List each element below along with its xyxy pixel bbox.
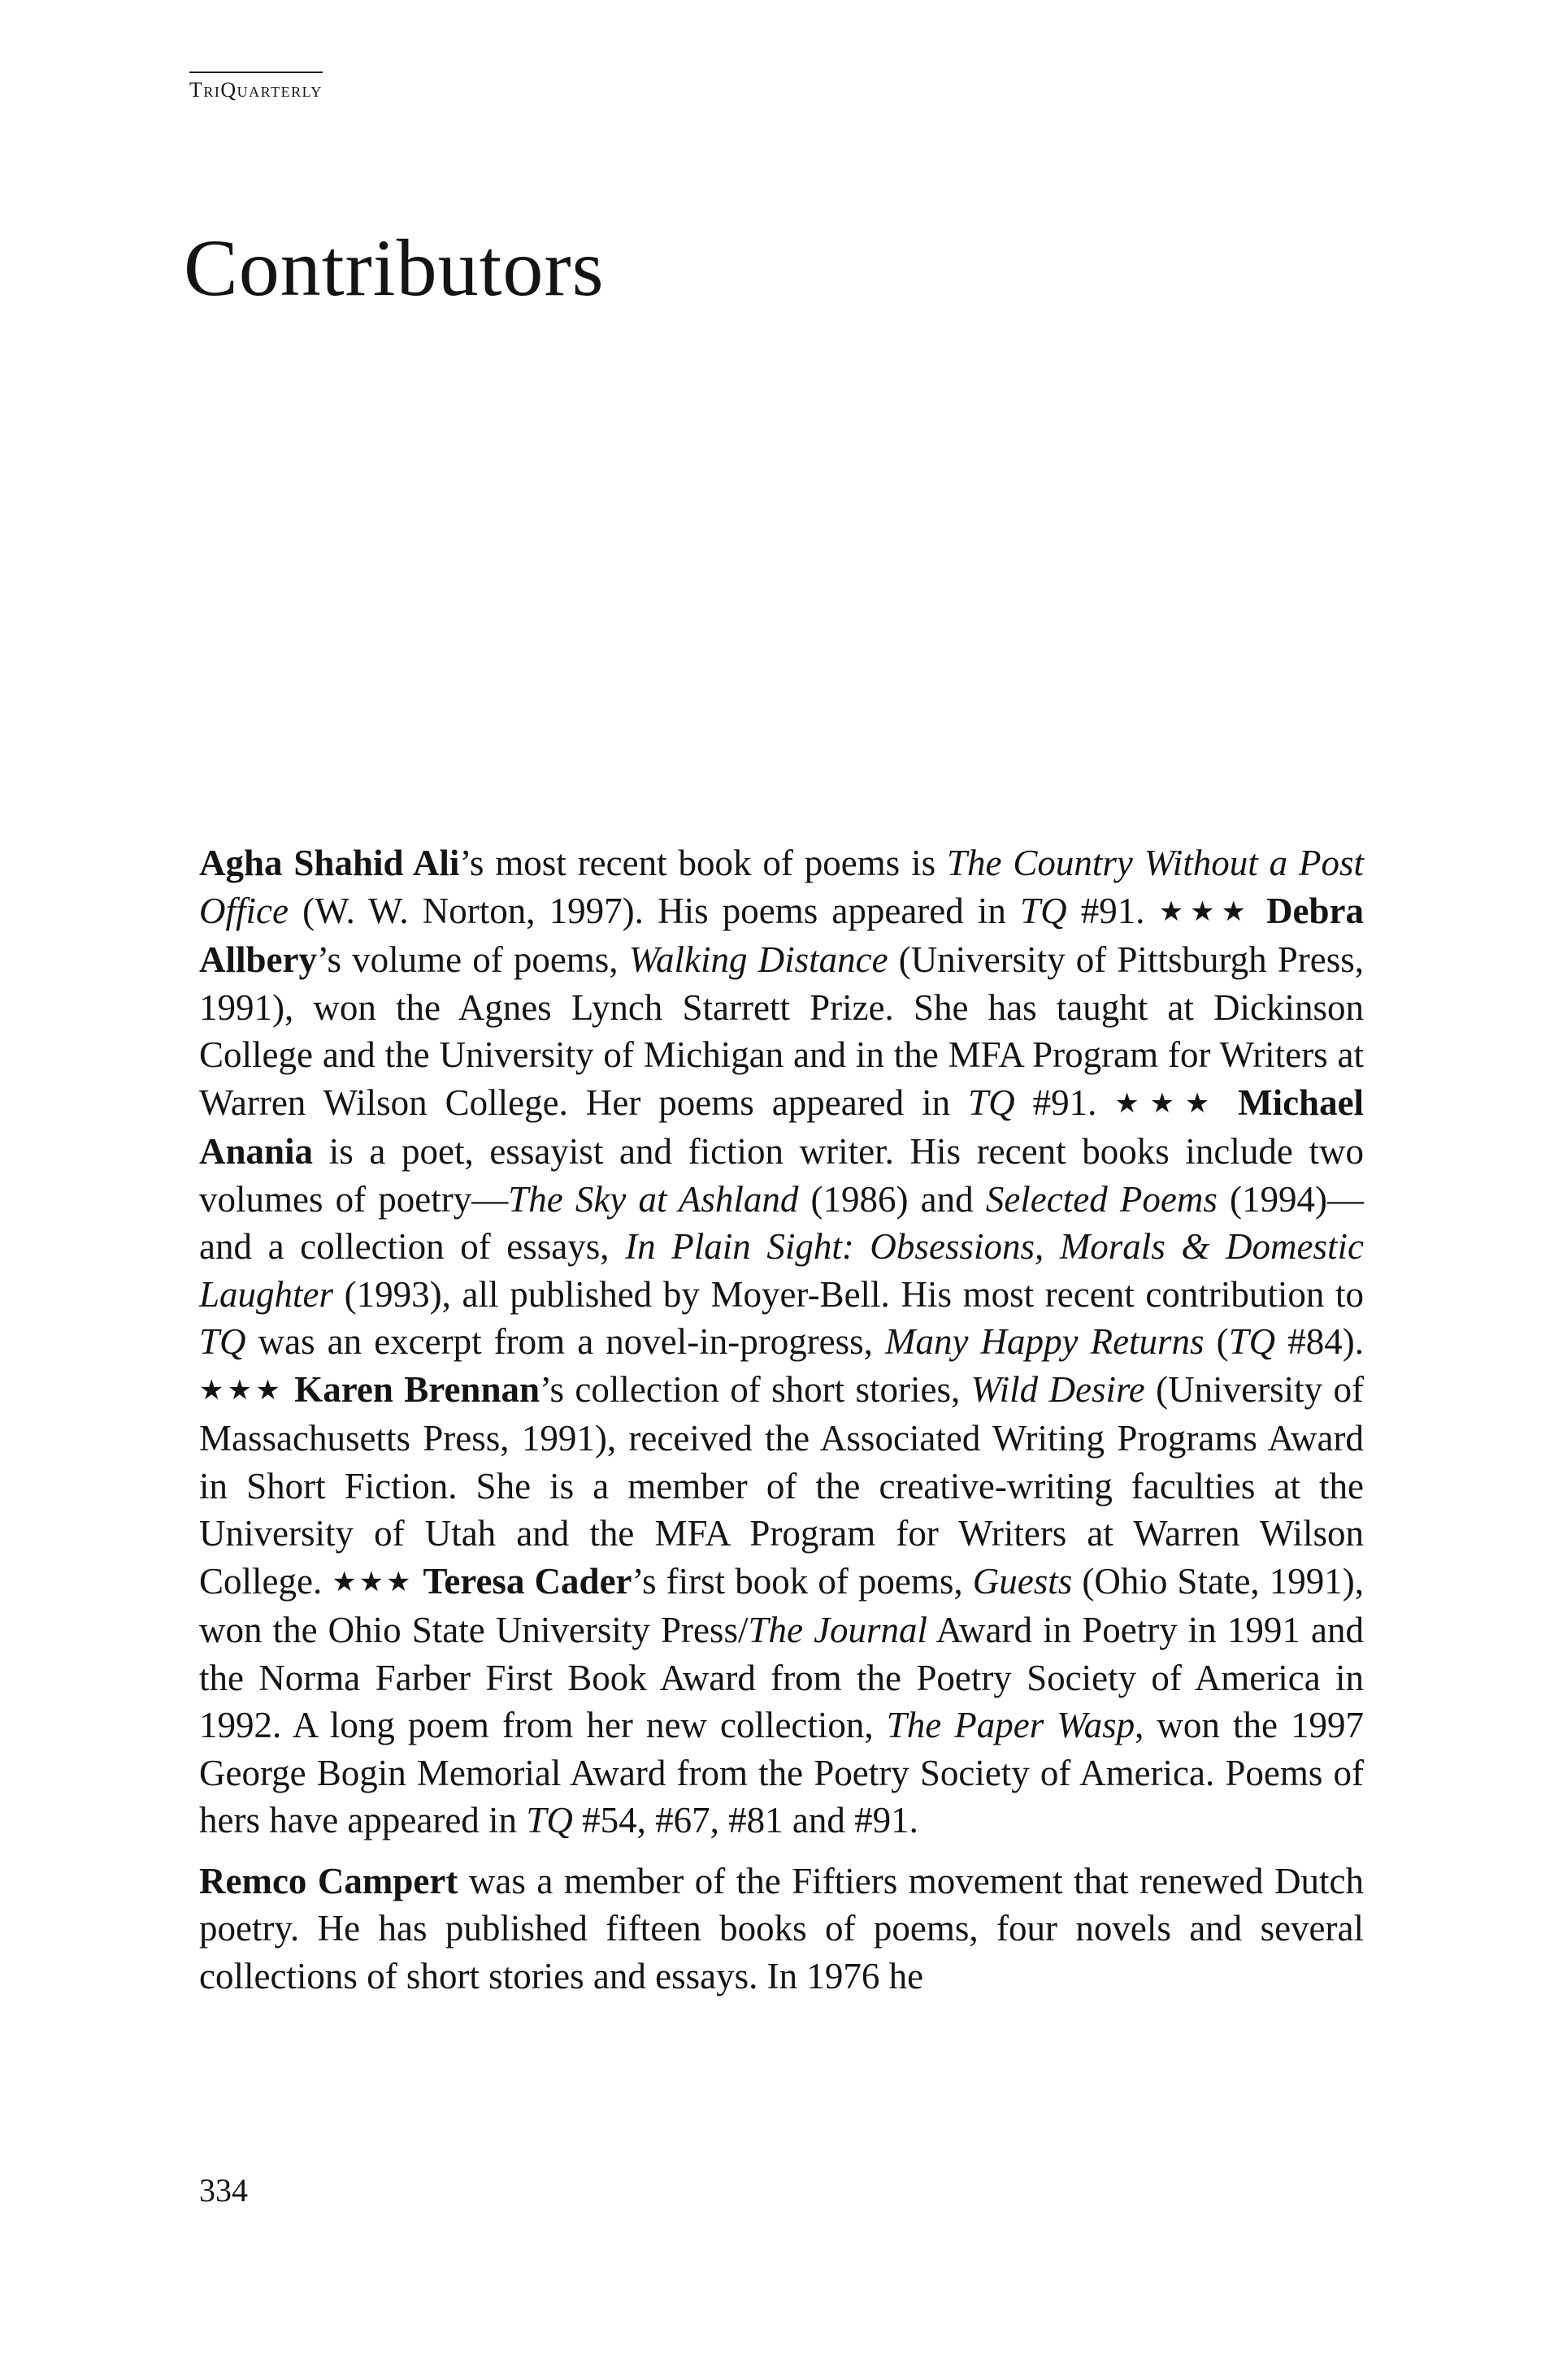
entry-text: #91. bbox=[1066, 890, 1145, 931]
entry-text: #84). bbox=[1275, 1321, 1364, 1362]
entry-text: , won the 1997 George Bogin Memorial Award from the Poetry Society of America. Poems of hers have appeared in bbox=[199, 1705, 1364, 1840]
entry-text: (W. W. Norton, 1997). His poems appeared in bbox=[288, 890, 1021, 931]
entry-text: #91. bbox=[1014, 1082, 1097, 1123]
page-number: 334 bbox=[199, 2172, 248, 2209]
italic-title: Selected Poems bbox=[985, 1178, 1218, 1220]
contributor-name: Agha Shahid Ali bbox=[199, 843, 460, 883]
entry-text: Award in Poetry in 1991 and the Norma Farber First Book Award from the Poetry Society of America in 1992. A long poem from her new collection, bbox=[199, 1610, 1364, 1745]
entry-text: (1993), all published by Moyer-Bell. His most recent contribution to bbox=[333, 1273, 1364, 1315]
italic-title: TQ bbox=[199, 1321, 246, 1362]
italic-title: Walking Distance bbox=[628, 939, 888, 980]
italic-title: Wild Desire bbox=[970, 1368, 1145, 1410]
italic-title: The Sky at Ashland bbox=[508, 1178, 799, 1220]
italic-title: The Paper Wasp bbox=[886, 1705, 1135, 1745]
italic-title: The Journal bbox=[748, 1610, 928, 1650]
italic-title: In Plain Sight: Obsessions, Morals & Domestic Laughter bbox=[199, 1226, 1365, 1315]
entry-text: ’s most recent book of poems is bbox=[459, 843, 947, 883]
italic-title: TQ bbox=[526, 1800, 573, 1840]
italic-title: TQ bbox=[1020, 890, 1067, 931]
contributor-entry bbox=[199, 1561, 1364, 1841]
entry-text: (Ohio State, 1991), won the Ohio State University Press/ bbox=[199, 1560, 1365, 1650]
entry-text: ’s collection of short stories, bbox=[540, 1368, 971, 1410]
contributor-name: Michael Anania bbox=[199, 1082, 1365, 1172]
contributors-paragraph bbox=[199, 1858, 1364, 2001]
star-separator: ★★★ bbox=[1158, 896, 1252, 927]
star-separator: ★★★ bbox=[199, 1375, 284, 1406]
contributors-body bbox=[199, 839, 1364, 2000]
italic-title: Many Happy Returns bbox=[885, 1321, 1205, 1362]
star-separator: ★★★ bbox=[332, 1567, 414, 1598]
entry-text: (University of Pittsburgh Press, 1991), won the Agnes Lynch Starrett Prize. She has taught at Dickinson College and the University of Michigan and in the MFA Program for Writers at Warren Wilson College. Her poems appeared in bbox=[199, 939, 1365, 1123]
running-head: TriQuarterly bbox=[189, 72, 323, 102]
entry-text: was a member of the Fiftiers movement that renewed Dutch poetry. He has published fifteen books of poems, four novels and several collections of short stories and essays. In 1976 he bbox=[199, 1860, 1364, 1996]
entry-text: ( bbox=[1204, 1321, 1229, 1362]
entry-text: (1994)—and a collection of essays, bbox=[199, 1178, 1364, 1267]
entry-text: (1986) and bbox=[798, 1178, 986, 1220]
italic-title: TQ bbox=[1228, 1321, 1276, 1362]
contributor-name: Karen Brennan bbox=[294, 1368, 540, 1410]
contributor-name: Teresa Cader bbox=[423, 1560, 632, 1602]
entry-text: (University of Massachusetts Press, 1991), received the Associated Writing Programs Award in Short Fiction. She is a member of the creative-writing faculties at the University of Utah and the MFA Program for Writers at Warren Wilson College. bbox=[199, 1368, 1365, 1602]
entry-text: #54, #67, #81 and #91. bbox=[572, 1800, 918, 1840]
contributor-name: Debra Allbery bbox=[199, 890, 1365, 980]
italic-title: The Country Without a Post Office bbox=[199, 843, 1364, 931]
entry-text: ’s volume of poems, bbox=[316, 939, 629, 980]
entry-text: ’s first book of poems, bbox=[632, 1560, 973, 1602]
entry-text: was an excerpt from a novel-in-progress, bbox=[245, 1321, 886, 1362]
contributor-entry bbox=[199, 1861, 1364, 1996]
contributor-name: Remco Campert bbox=[199, 1860, 458, 1901]
page-title: Contributors bbox=[184, 223, 605, 313]
contributor-entry bbox=[199, 1082, 1364, 1363]
italic-title: TQ bbox=[968, 1082, 1015, 1123]
contributors-paragraph bbox=[199, 839, 1364, 1845]
italic-title: Guests bbox=[972, 1560, 1073, 1602]
entry-text: is a poet, essayist and fiction writer. His recent books include two volumes of poetry— bbox=[199, 1131, 1364, 1220]
star-separator: ★★★ bbox=[1114, 1088, 1221, 1119]
